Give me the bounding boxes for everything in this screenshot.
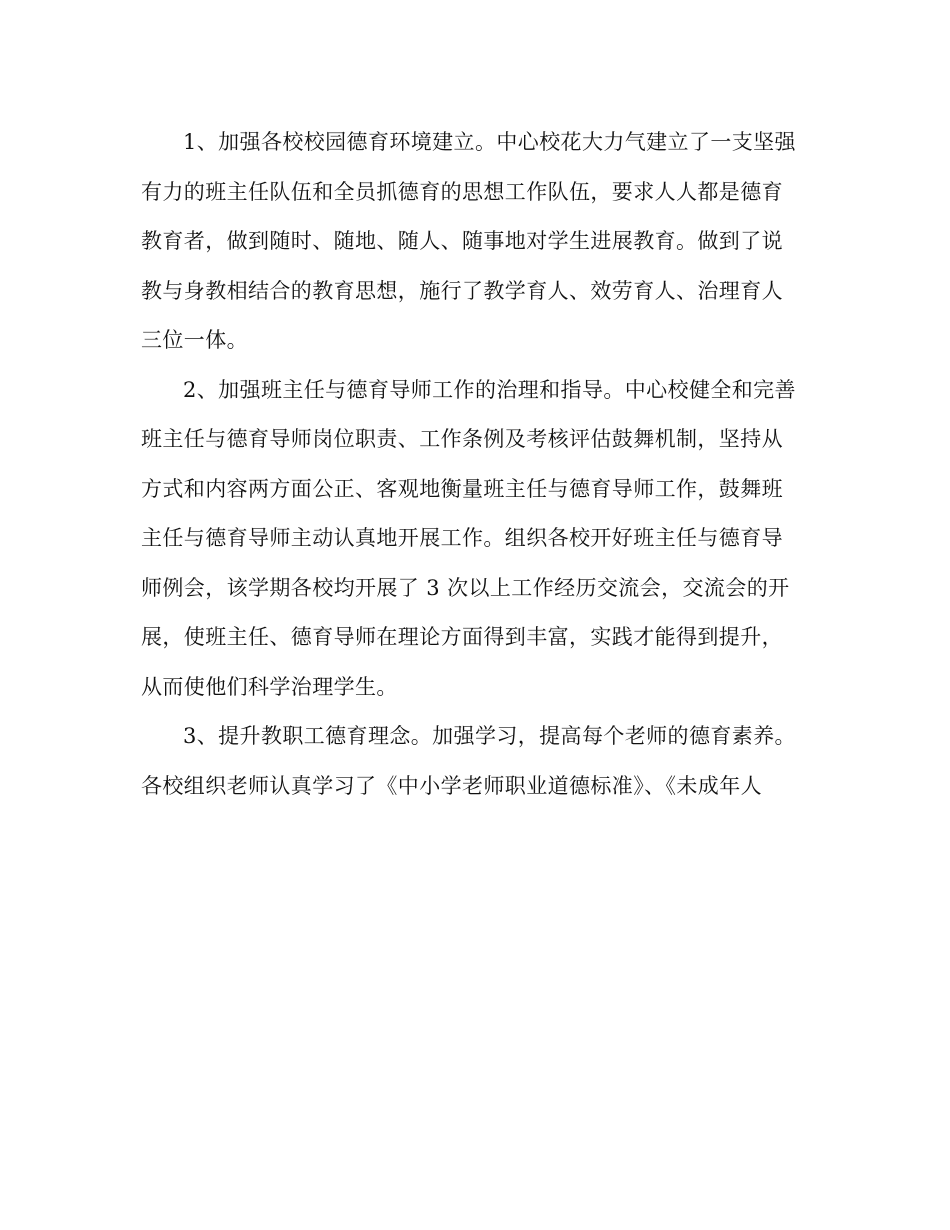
paragraph-line: 2、加强班主任与德育导师工作的治理和指导。中心校健全和完善 [183,377,796,402]
paragraph-line: 方式和内容两方面公正、客观地衡量班主任与德育导师工作，鼓舞班 [141,476,783,501]
paragraph-line: 3、提升教职工德育理念。加强学习，提高每个老师的德育素养。 [183,724,796,748]
paragraph-line: 各校组织老师认真学习了《中小学老师职业道德标准》、《未成年人 [141,773,762,798]
paragraph-line: 班主任与德育导师岗位职责、工作条例及考核评估鼓舞机制，坚持从 [141,427,783,451]
paragraph-line: 从而使他们科学治理学生。 [141,674,398,699]
paragraph-line: 教育者，做到随时、随地、随人、随事地对学生进展教育。做到了说 [141,229,783,253]
paragraph-line: 1、加强各校校园德育环境建立。中心校花大力气建立了一支坚强 [183,130,796,154]
paragraph-line: 三位一体。 [141,328,248,352]
paragraph-line: 师例会，该学期各校均开展了 3 次以上工作经历交流会，交流会的开 [141,575,790,600]
paragraph-line: 展，使班主任、德育导师在理论方面得到丰富，实践才能得到提升， [141,625,783,649]
document-body [141,118,806,811]
paragraph-line: 主任与德育导师主动认真地开展工作。组织各校开好班主任与德育导 [141,526,783,550]
paragraph-line: 有力的班主任队伍和全员抓德育的思想工作队伍，要求人人都是德育 [141,179,783,204]
paragraph-line: 教与身教相结合的教育思想，施行了教学育人、效劳育人、治理育人 [141,278,783,303]
